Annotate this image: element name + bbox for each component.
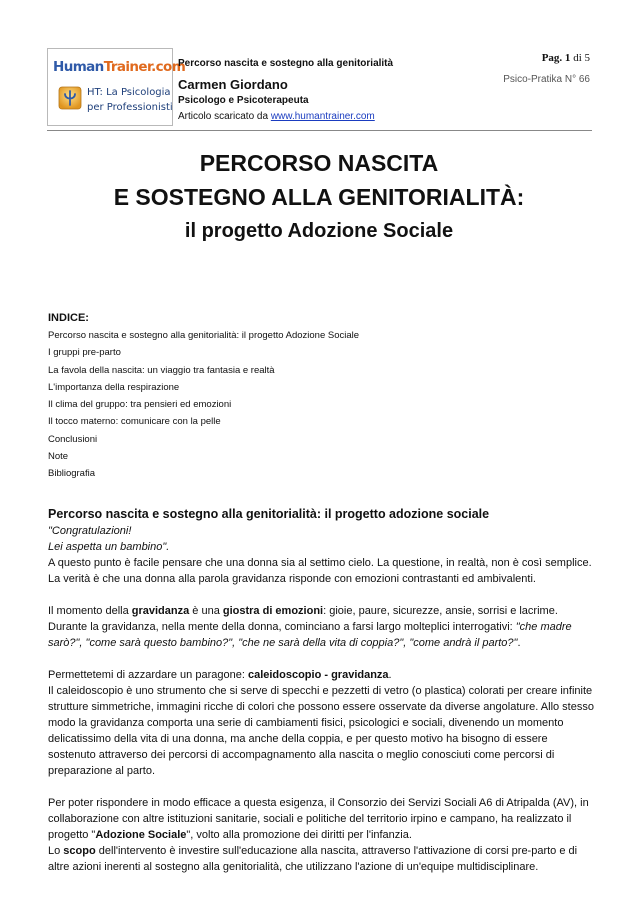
index-item[interactable]: Note — [48, 451, 69, 463]
paragraph-2: Il momento della gravidanza è una giostra di emozioni: gioie, paure, sicurezze, ansie, sorrisi e lacrime. Durante la gravidanza, nella mente della donna, cominciano a farsi largo molteplici interrogativi: "che madre sarò?", "come sarà questo bambino?", "che ne sarà della vita di coppia?", "come andrà il parto?". — [48, 605, 572, 649]
index-item[interactable]: L'importanza della respirazione — [48, 381, 180, 393]
psi-badge-icon — [58, 86, 82, 110]
title-line-1: PERCORSO NASCITA — [199, 150, 439, 176]
page-header — [47, 48, 592, 128]
author-name: Carmen Giordano — [178, 77, 288, 92]
index-item[interactable]: Bibliografia — [48, 468, 95, 480]
index-section — [48, 310, 596, 483]
humantrainer-link[interactable]: www.humantrainer.com — [270, 111, 375, 122]
logo-tagline: HT: La Psicologia per Professionisti — [87, 87, 173, 113]
index-item[interactable]: Conclusioni — [48, 433, 98, 445]
download-note: Articolo scaricato da www.humantrainer.com — [178, 111, 375, 122]
humantrainer-logo[interactable] — [47, 48, 186, 126]
paragraph-3: Permettetemi di azzardare un paragone: caleidoscopio - gravidanza. Il caleidoscopio è uno strumento che si serve di specchi e pezzetti di vetro (o plastica) colorati per creare infinite strutture simmetriche, immagini ricche di colori che possono essere osservate da diverse angolature. Allo stesso modo la gravidanza comporta una serie di cambiamenti fisici, psicologici e sociali, divenendo un momento delicatissimo della vita di una donna, ma anche della coppia, e per questo motivo ha bisogno di essere sostenuto attraverso dei percorsi di accompagnamento alla nascita o meglio conosciuti come percorsi di preparazione al parto. — [48, 669, 594, 777]
index-heading: INDICE: — [48, 312, 89, 324]
title-line-2: E SOSTEGNO ALLA GENITORIALITÀ: — [113, 184, 525, 210]
paragraph-1: "Congratulazioni! Lei aspetta un bambino". A questo punto è facile pensare che una donna sia al settimo cielo. La questione, in realtà, non è così semplice. La verità è che una donna alla parola gravidanza risponde con emozioni contrastanti ed ambivalenti. — [48, 525, 592, 585]
index-item[interactable]: Il clima del gruppo: tra pensieri ed emozioni — [48, 399, 232, 411]
index-item[interactable]: Il tocco materno: comunicare con la pelle — [48, 416, 221, 428]
issue-label: Psico-Pratika N° 66 — [503, 74, 590, 85]
article-section — [48, 506, 596, 875]
title-line-3: il progetto Adozione Sociale — [184, 220, 454, 242]
document-title — [0, 146, 638, 248]
index-item[interactable]: I gruppi pre-parto — [48, 347, 121, 359]
paragraph-4: Per poter rispondere in modo efficace a questa esigenza, il Consorzio dei Servizi Sociali A6 di Atripalda (AV), in collaborazione con altre istituzioni sanitarie, sociali e politiche del territorio irpino e campano, ha realizzato il progetto "Adozione Sociale", volto alla promozione dei diritti per l'infanzia. Lo scopo dell'intervento è investire sull'educazione alla nascita, attraverso l'attivazione di corsi pre-parto e di altre azioni inerenti al sostegno alla genitorialità, che utilizzano l'azione di un'equipe multidisciplinare. — [48, 797, 589, 873]
index-item[interactable]: La favola della nascita: un viaggio tra fantasia e realtà — [48, 364, 275, 376]
header-info — [178, 58, 393, 122]
author-role: Psicologo e Psicoterapeuta — [178, 95, 309, 106]
header-subject: Percorso nascita e sostegno alla genitorialità — [178, 58, 394, 69]
logo-brand: HumanTrainer.com — [53, 59, 186, 75]
page-number: Pag. 1 di 5 — [541, 52, 590, 64]
index-item[interactable]: Percorso nascita e sostegno alla genitorialità: il progetto Adozione Sociale — [48, 330, 360, 341]
section-heading: Percorso nascita e sostegno alla genitorialità: il progetto adozione sociale — [48, 507, 490, 521]
header-divider — [47, 130, 592, 131]
